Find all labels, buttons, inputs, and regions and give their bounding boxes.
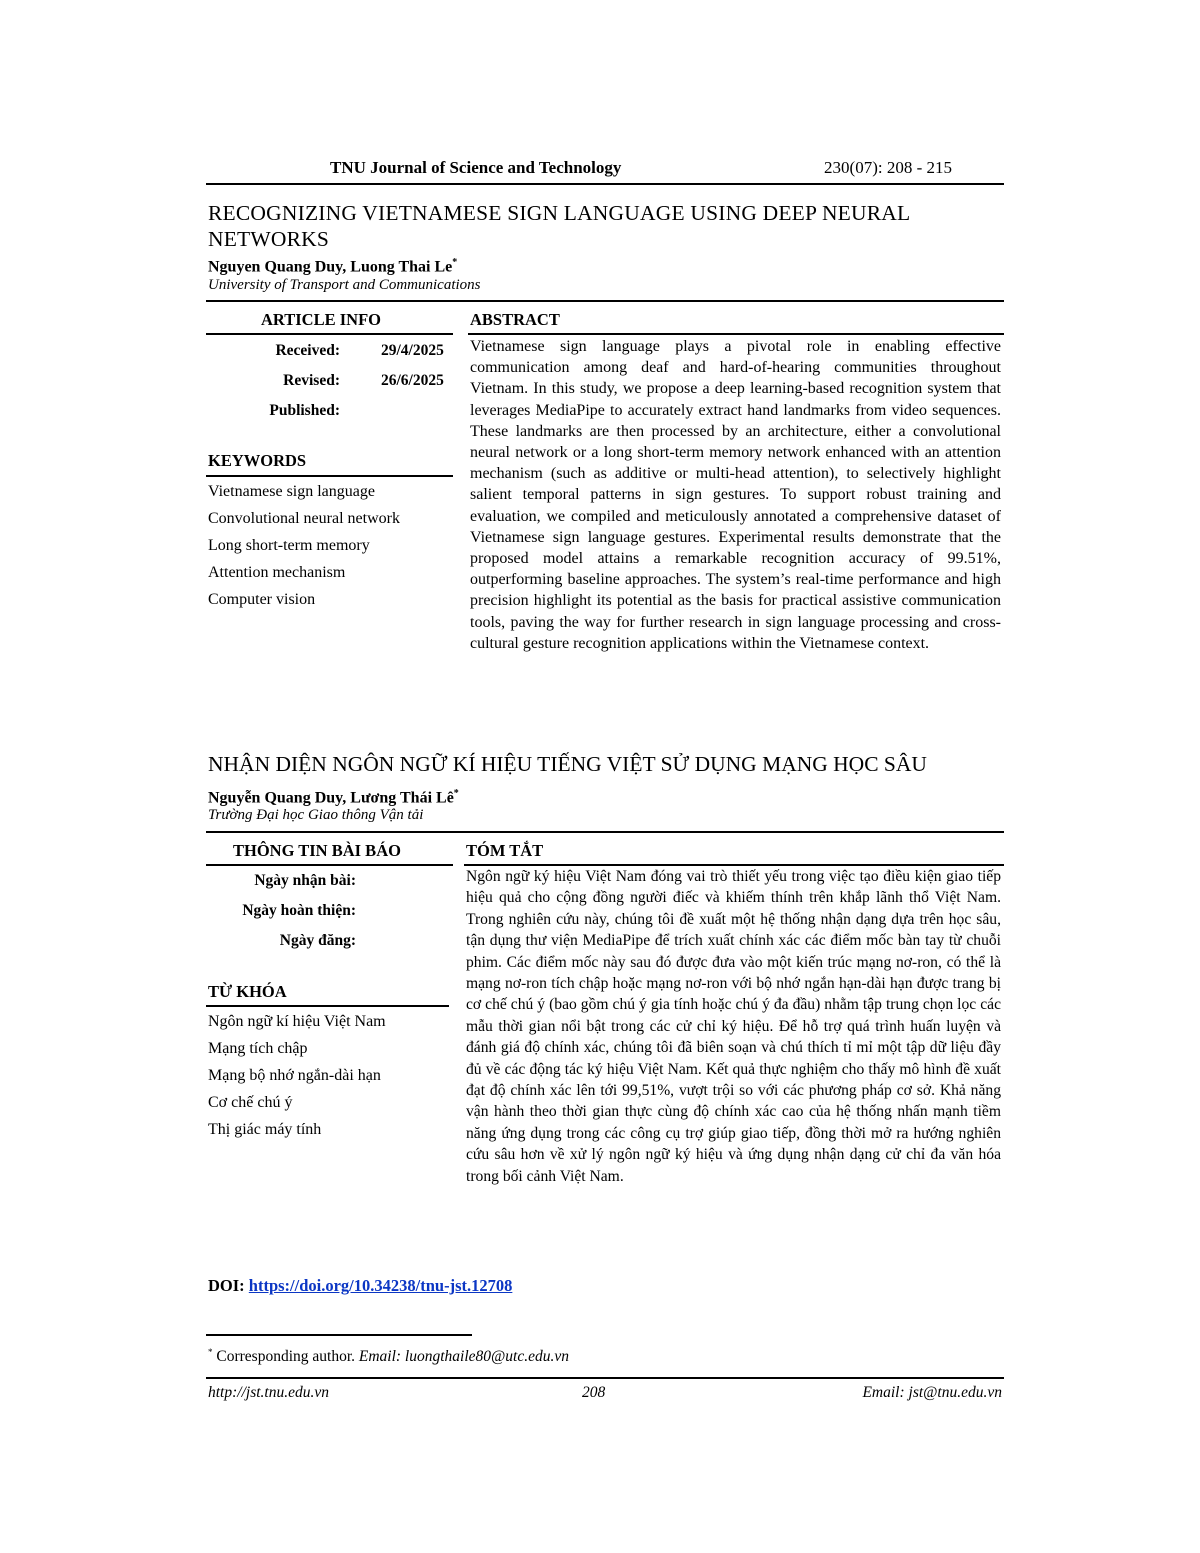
- corresponding-mark-vn: *: [453, 788, 459, 799]
- keywords-rule-vn: [206, 1005, 449, 1007]
- doi-link[interactable]: https://doi.org/10.34238/tnu-jst.12708: [248, 1276, 513, 1295]
- paper-title-vn: NHẬN DIỆN NGÔN NGỮ KÍ HIỆU TIẾNG VIỆT SỬ DỤNG MẠNG HỌC SÂU: [208, 752, 927, 776]
- keyword-item: Vietnamese sign language: [208, 483, 375, 500]
- authors-vn: [208, 788, 459, 807]
- published-label-vn: Ngày đăng:: [279, 932, 356, 949]
- received-label: Received:: [275, 342, 340, 359]
- received-label-vn: Ngày nhận bài:: [254, 872, 356, 889]
- author-names: Nguyen Quang Duy, Luong Thai Le: [208, 258, 453, 276]
- footer-email: Email: jst@tnu.edu.vn: [862, 1384, 1002, 1401]
- info-rule: [206, 333, 453, 335]
- footer-site: http://jst.tnu.edu.vn: [208, 1384, 329, 1401]
- keyword-item-vn: Mạng tích chập: [208, 1040, 308, 1057]
- keywords-heading-vn: TỪ KHÓA: [208, 982, 287, 1001]
- keyword-item: Attention mechanism: [208, 564, 346, 581]
- article-info-heading: ARTICLE INFO: [261, 310, 381, 329]
- page-number: 208: [582, 1384, 606, 1401]
- keyword-item-vn: Thị giác máy tính: [208, 1121, 322, 1138]
- footnote-text: Corresponding author.: [216, 1348, 355, 1366]
- header-rule: [206, 183, 1004, 185]
- doi: [208, 1276, 512, 1296]
- keyword-item: Computer vision: [208, 591, 316, 608]
- footnote-rule: [206, 1334, 472, 1336]
- doi-label: DOI:: [208, 1276, 245, 1295]
- issue-info: 230(07): 208 - 215: [824, 158, 952, 177]
- keyword-item-vn: Cơ chế chú ý: [208, 1094, 293, 1111]
- keyword-item-vn: Mạng bộ nhớ ngắn-dài hạn: [208, 1067, 381, 1084]
- paper-title: RECOGNIZING VIETNAMESE SIGN LANGUAGE USING DEEP NEURAL NETWORKS: [208, 201, 910, 251]
- article-info-heading-vn: THÔNG TIN BÀI BÁO: [233, 841, 401, 860]
- corresponding-mark: *: [452, 257, 458, 268]
- revised-label: Revised:: [283, 372, 340, 389]
- authors: [208, 257, 457, 276]
- author-names-vn: Nguyễn Quang Duy, Lương Thái Lê: [208, 789, 454, 807]
- affiliation-vn: Trường Đại học Giao thông Vận tải: [208, 807, 424, 823]
- keyword-item: Long short-term memory: [208, 537, 370, 554]
- footnote-mark: *: [208, 1347, 213, 1357]
- published-label: Published:: [269, 402, 340, 419]
- footnote: [208, 1347, 569, 1366]
- abstract-text: Vietnamese sign language plays a pivotal role in enabling effective communication among deaf and hard-of-hearing communities throughout Vietnam. In this study, we propose a deep learning-based recognition system that leverages MediaPipe to accurately extract hand landmarks from video sequences. These landmarks are then processed by an architecture, either a convolutional neural network or a long short-term memory network enhanced with an attention mechanism (such as additive or multi-head attention), to selectively highlight salient temporal patterns in sign gestures. To support robust training and evaluation, we compiled and meticulously annotated a comprehensive dataset of Vietnamese sign language gestures. Experimental results demonstrate that the proposed model attains a remarkable recognition accuracy of 99.51%, outperforming baseline approaches. The system’s real-time performance and high precision highlight its potential as the basis for practical assistive communication tools, paving the way for further research in sign language processing and cross-cultural gesture recognition applications within the Vietnamese context.: [470, 338, 1001, 652]
- revised-date: 26/6/2025: [381, 372, 444, 389]
- footer-rule: [206, 1377, 1004, 1379]
- abstract-rule: [468, 333, 1004, 335]
- keyword-item: Convolutional neural network: [208, 510, 400, 527]
- info-top-rule: [206, 300, 1004, 302]
- abstract-heading: ABSTRACT: [470, 310, 560, 329]
- revised-label-vn: Ngày hoàn thiện:: [242, 902, 356, 919]
- received-date: 29/4/2025: [381, 342, 444, 359]
- journal-name: TNU Journal of Science and Technology: [330, 158, 622, 177]
- keywords-rule: [206, 475, 453, 477]
- affiliation: University of Transport and Communications: [208, 277, 481, 293]
- keywords-heading: KEYWORDS: [208, 451, 307, 470]
- abstract-text-vn: Ngôn ngữ ký hiệu Việt Nam đóng vai trò thiết yếu trong việc tạo điều kiện giao tiếp hiệu quả cho cộng đồng người điếc và khiếm thính trên khắp lãnh thổ Việt Nam. Trong nghiên cứu này, chúng tôi đề xuất một hệ thống nhận dạng dựa trên học sâu, tận dụng thư viện MediaPipe để trích xuất chính xác các điểm mốc bàn tay từ chuỗi phim. Các điểm mốc này sau đó được đưa vào một kiến trúc mạng nơ-ron, có thể là mạng nơ-ron tích chập hoặc mạng nơ-ron với bộ nhớ ngắn hạn-dài hạn được trang bị cơ chế chú ý (bao gồm chú ý gia tính hoặc chú ý đa đầu) nhằm tập trung chọn lọc các mẫu thời gian nổi bật trong các cử chỉ ký hiệu. Để hỗ trợ quá trình huấn luyện và đánh giá độ chính xác, chúng tôi đã biên soạn và chú thích tỉ mỉ một tập dữ liệu đầy đủ về các động tác ký hiệu Việt Nam. Kết quả thực nghiệm cho thấy mô hình đề xuất đạt độ chính xác lên tới 99,51%, vượt trội so với các phương pháp cơ sở. Khả năng vận hành theo thời gian thực cùng độ chính xác cao của hệ thống nhấn mạnh tiềm năng ứng dụng trong các công cụ trợ giúp giao tiếp, đồng thời mở ra hướng nghiên cứu sâu hơn về xử lý ngôn ngữ ký hiệu và ứng dụng nhận dạng cử chỉ đa văn hóa trong bối cảnh Việt Nam.: [466, 868, 1001, 1185]
- info-rule-vn: [206, 864, 453, 866]
- abstract-heading-vn: TÓM TẮT: [466, 841, 544, 860]
- keyword-item-vn: Ngôn ngữ kí hiệu Việt Nam: [208, 1013, 386, 1030]
- info-top-rule-vn: [206, 831, 1004, 833]
- corresponding-email: Email: luongthaile80@utc.edu.vn: [358, 1348, 569, 1366]
